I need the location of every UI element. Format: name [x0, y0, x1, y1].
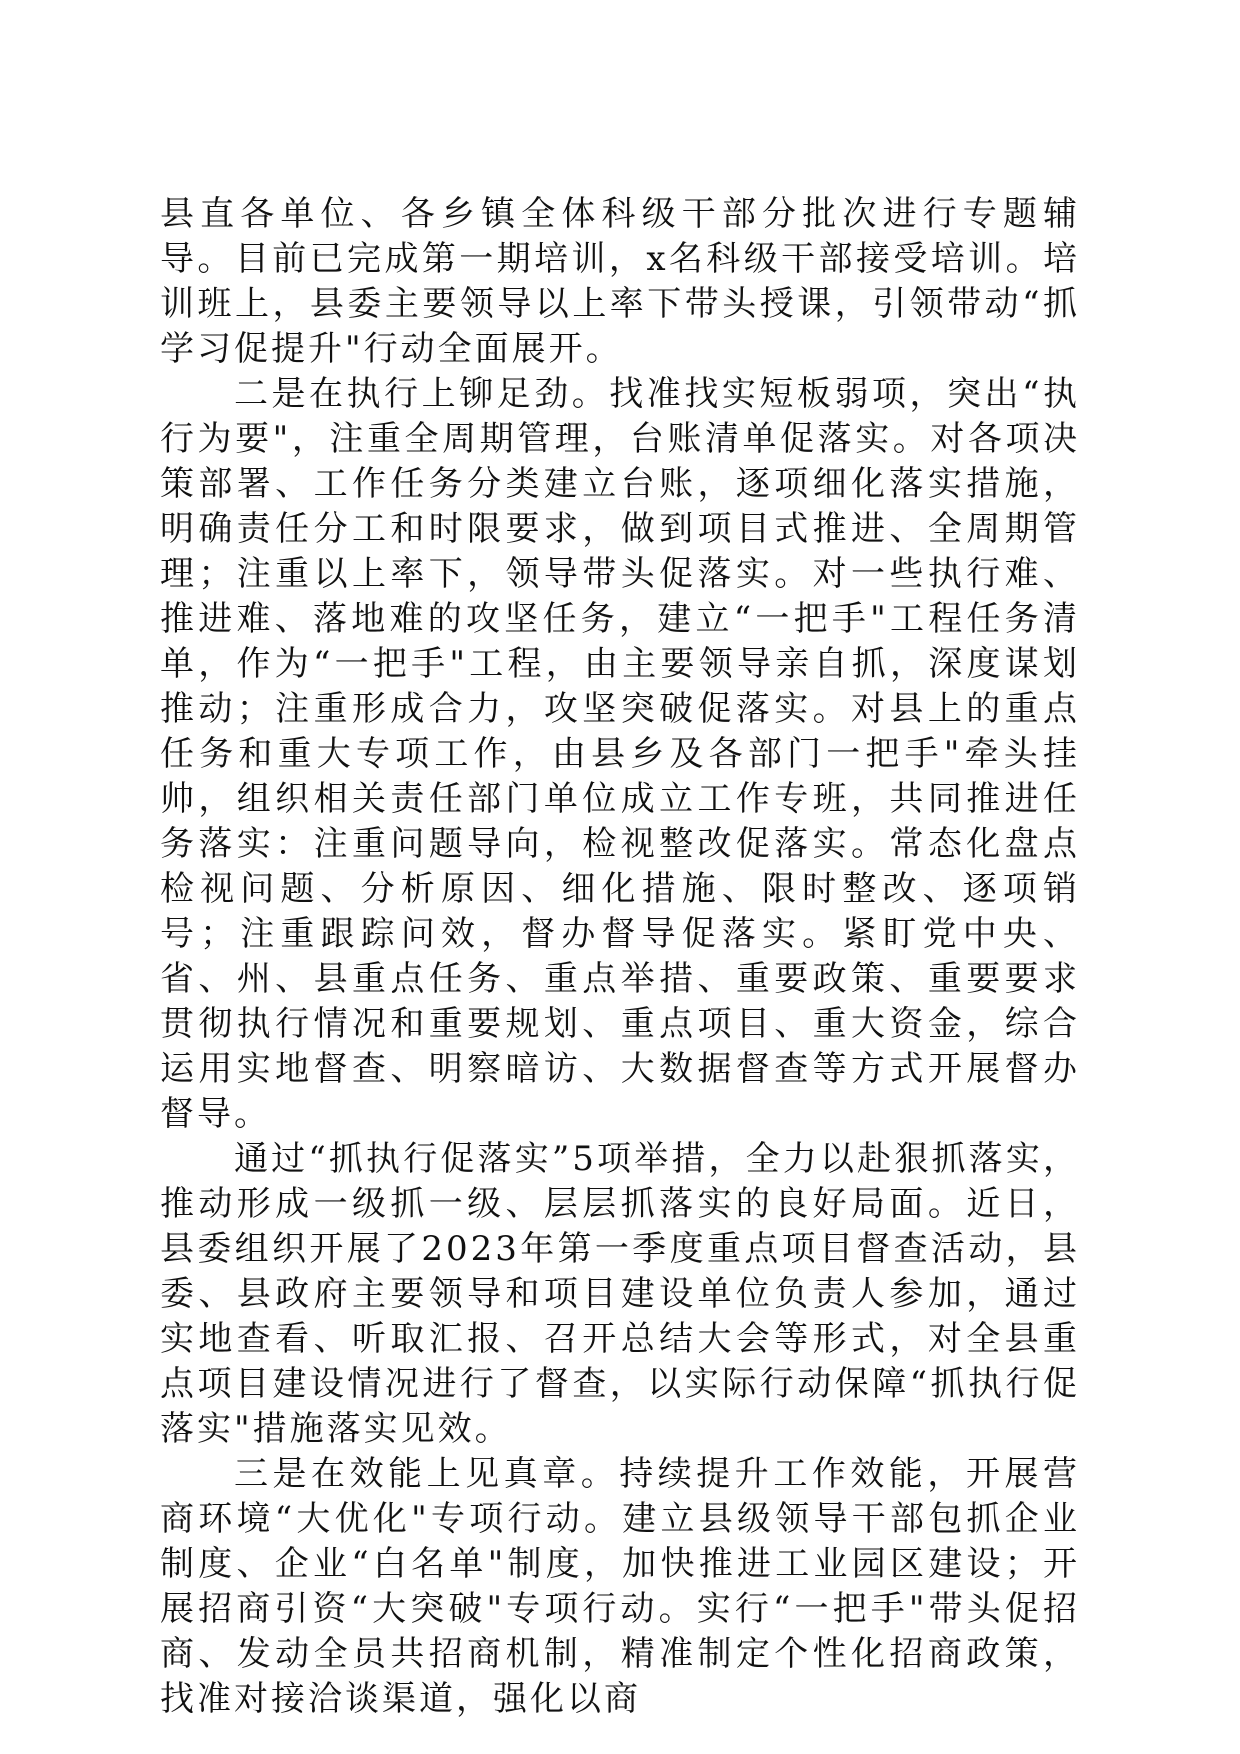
document-body: [160, 192, 1080, 1722]
paragraph-measures: 通过“抓执行促落实”5项举措，全力以赴狠抓落实，推动形成一级抓一级、层层抓落实的良好局面。近日，县委组织开展了2023年第一季度重点项目督查活动，县委、县政府主要领导和项目建设单位负责人参加，通过实地查看、听取汇报、召开总结大会等形式，对全县重点项目建设情况进行了督查，以实际行动保障“抓执行促落实"措施落实见效。: [160, 1139, 1080, 1449]
paragraph-execution: 二是在执行上铆足劲。找准找实短板弱项，突出“执行为要"，注重全周期管理，台账清单促落实。对各项决策部署、工作任务分类建立台账，逐项细化落实措施，明确责任分工和时限要求，做到项目式推进、全周期管理；注重以上率下，领导带头促落实。对一些执行难、推进难、落地难的攻坚任务，建立“一把手"工程任务清单，作为“一把手"工程，由主要领导亲自抓，深度谋划推动；注重形成合力，攻坚突破促落实。对县上的重点任务和重大专项工作，由县乡及各部门一把手"牵头挂帅，组织相关责任部门单位成立工作专班，共同推进任务落实：注重问题导向，检视整改促落实。常态化盘点检视问题、分析原因、细化措施、限时整改、逐项销号；注重跟踪问效，督办督导促落实。紧盯党中央、省、州、县重点任务、重点举措、重要政策、重要要求贯彻执行情况和重要规划、重点项目、重大资金，综合运用实地督查、明察暗访、大数据督查等方式开展督办督导。: [160, 374, 1080, 1134]
paragraph-continuation: 县直各单位、各乡镇全体科级干部分批次进行专题辅导。目前已完成第一期培训，x名科级干部接受培训。培训班上，县委主要领导以上率下带头授课，引领带动“抓学习促提升"行动全面展开。: [160, 194, 1080, 369]
paragraph-efficiency: 三是在效能上见真章。持续提升工作效能，开展营商环境“大优化"专项行动。建立县级领导干部包抓企业制度、企业“白名单"制度，加快推进工业园区建设；开展招商引资“大突破"专项行动。实行“一把手"带头促招商、发动全员共招商机制，精准制定个性化招商政策，找准对接洽谈渠道，强化以商: [160, 1454, 1080, 1719]
